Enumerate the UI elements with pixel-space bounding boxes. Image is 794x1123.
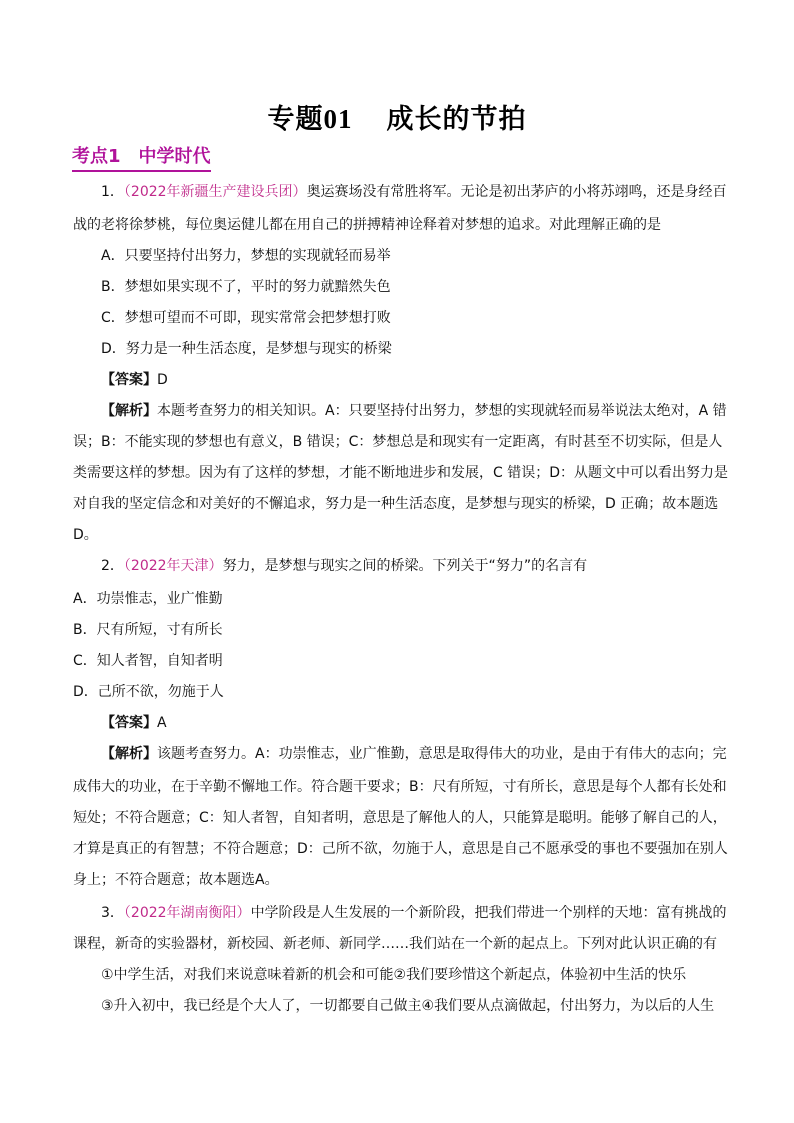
q1-analysis-line-3: 类需要这样的梦想。因为有了这样的梦想，才能不断地进步和发展，C 错误；D：从题文中可以看出努力是 — [73, 465, 729, 481]
q2-option-b: B．尺有所短，寸有所长 — [73, 622, 223, 638]
q1-answer-value: D — [157, 372, 168, 388]
q1-option-c: C．梦想可望而不可即，现实常常会把梦想打败 — [101, 310, 391, 326]
q3-items-line-2: ③升入初中，我已经是个大人了，一切都要自己做主④我们要从点滴做起，付出努力，为以后的人生 — [101, 998, 715, 1014]
q1-answer — [101, 370, 753, 390]
page-title — [0, 97, 794, 136]
q2-option-a: A．功崇惟志，业广惟勤 — [73, 591, 223, 607]
q2-analysis-line-4: 才算是真正的有智慧；不符合题意；D：己所不欲，勿施于人，意思是自己不愿承受的事也不要强加在别人 — [73, 841, 728, 857]
q1-analysis-line-5: D。 — [73, 527, 98, 543]
q1-number: 1． — [101, 184, 124, 200]
q3-stem-line-1 — [101, 903, 753, 923]
q2-analysis-line-3: 短处；不符合题意；C：知人者智，自知者明，意思是了解他人的人，只能算是聪明。能够了解自己的人， — [73, 810, 727, 826]
q2-number: 2． — [101, 558, 124, 574]
q2-stem-text: 努力，是梦想与现实之间的桥梁。下列关于“努力”的名言有 — [222, 558, 588, 574]
q1-analysis-line-1 — [101, 401, 753, 421]
q3-items-line-1: ①中学生活，对我们来说意味着新的机会和可能②我们要珍惜这个新起点，体验初中生活的快乐 — [101, 967, 687, 983]
q2-analysis-text: 该题考查努力。A：功崇惟志，业广惟勤，意思是取得伟大的功业，是由于有伟大的志向；完 — [157, 746, 727, 762]
q1-option-d: D．努力是一种生活态度，是梦想与现实的桥梁 — [101, 341, 392, 357]
q3-number: 3． — [101, 905, 124, 921]
q1-source: （2022年新疆生产建设兵团） — [123, 184, 307, 200]
q2-option-c: C．知人者智，自知者明 — [73, 653, 223, 669]
q2-option-d: D．己所不欲，勿施于人 — [73, 684, 224, 700]
q1-stem-line-1 — [101, 182, 753, 202]
q2-analysis-line-1 — [101, 744, 753, 764]
q2-analysis-line-5: 身上；不符合题意；故本题选A。 — [73, 872, 279, 888]
q2-stem — [101, 556, 753, 576]
q1-option-b: B．梦想如果实现不了，平时的努力就黯然失色 — [101, 279, 391, 295]
q1-analysis-line-2: 误；B：不能实现的梦想也有意义，B 错误；C：梦想总是和现实有一定距离，有时甚至不切实际，但是人 — [73, 434, 723, 450]
q1-stem-line-2: 战的老将徐梦桃，每位奥运健儿都在用自己的拼搏精神诠释着对梦想的追求。对此理解正确的是 — [73, 217, 661, 233]
q1-answer-label: 【答案】 — [101, 372, 157, 388]
q2-analysis-label: 【解析】 — [101, 746, 157, 762]
title-prefix: 专题 — [267, 104, 324, 135]
q2-answer — [101, 713, 753, 733]
q3-source: （2022年湖南衡阳） — [123, 905, 251, 921]
q2-answer-label: 【答案】 — [101, 715, 157, 731]
q3-stem-text: 中学阶段是人生发展的一个新阶段，把我们带进一个别样的天地：富有挑战的 — [250, 905, 727, 921]
q2-analysis-line-2: 成伟大的功业，在于辛勤不懈地工作。符合题干要求；B：尺有所短，寸有所长，意思是每个人都有长处和 — [73, 779, 727, 795]
q1-option-a: A．只要坚持付出努力，梦想的实现就轻而易举 — [101, 248, 391, 264]
q1-stem-text: 奥运赛场没有常胜将军。无论是初出茅庐的小将苏翊鸣，还是身经百 — [306, 184, 727, 200]
q1-analysis-label: 【解析】 — [101, 403, 157, 419]
q1-analysis-line-4: 对自我的坚定信念和对美好的不懈追求，努力是一种生活态度，是梦想与现实的桥梁，D 正确；故本题选 — [73, 496, 719, 512]
title-number: 01 — [323, 104, 353, 134]
q1-analysis-text: 本题考查努力的相关知识。A：只要坚持付出努力，梦想的实现就轻而易举说法太绝对，A 错 — [157, 403, 727, 419]
q3-stem-line-2: 课程，新奇的实验器材，新校园、新老师、新同学……我们站在一个新的起点上。下列对此认识正确的有 — [73, 936, 717, 952]
title-text: 成长的节拍 — [386, 104, 527, 135]
q2-answer-value: A — [157, 715, 167, 731]
q2-source: （2022年天津） — [123, 558, 223, 574]
section-heading: 考点1 中学时代 — [72, 145, 211, 172]
